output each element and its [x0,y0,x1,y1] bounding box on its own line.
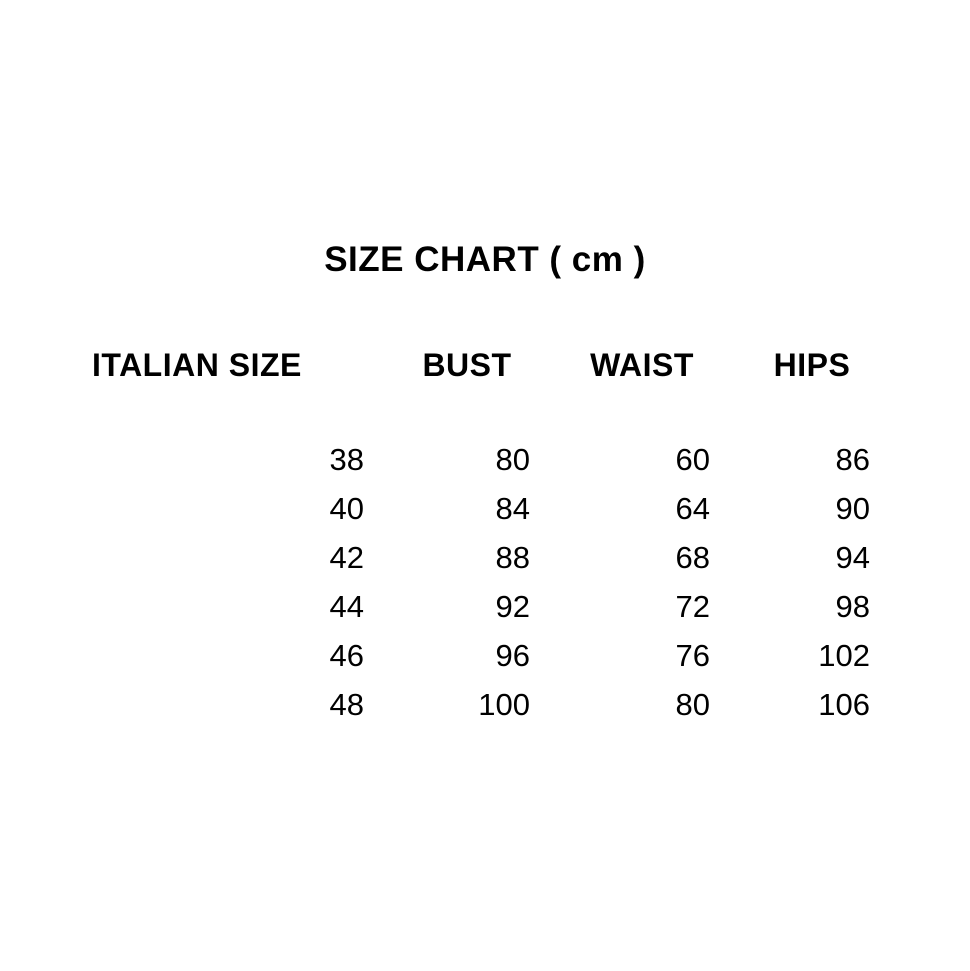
cell-bust: 80 [495,441,530,477]
table-row [72,533,892,582]
cell-hips: 106 [818,686,870,722]
cell-hips: 90 [835,490,870,526]
cell-italian-size: 38 [329,441,364,477]
table-row [72,680,892,729]
cell-bust: 96 [495,637,530,673]
cell-waist: 60 [675,441,710,477]
cell-bust: 84 [495,490,530,526]
table-body [72,397,892,729]
cell-italian-size: 40 [329,490,364,526]
cell-italian-size: 44 [329,588,364,624]
column-header-hips: HIPS [773,346,851,383]
table-spacer-row [72,397,892,435]
column-header-italian-size: ITALIAN SIZE [92,346,302,383]
column-header-waist: WAIST [590,346,694,383]
cell-waist: 72 [675,588,710,624]
cell-waist: 64 [675,490,710,526]
cell-hips: 94 [835,539,870,575]
cell-italian-size: 48 [329,686,364,722]
cell-waist: 80 [675,686,710,722]
cell-bust: 100 [478,686,530,722]
table-header-row [72,333,892,397]
table-row [72,484,892,533]
cell-italian-size: 42 [329,539,364,575]
table-header [72,333,892,397]
cell-hips: 86 [835,441,870,477]
table-row [72,435,892,484]
cell-hips: 98 [835,588,870,624]
page-title: SIZE CHART ( cm ) [324,240,646,279]
cell-waist: 76 [675,637,710,673]
table-row [72,631,892,680]
cell-bust: 92 [495,588,530,624]
cell-italian-size: 46 [329,637,364,673]
column-header-bust: BUST [422,346,512,383]
cell-hips: 102 [818,637,870,673]
table-row [72,582,892,631]
size-chart-table [72,333,892,729]
cell-waist: 68 [675,539,710,575]
cell-bust: 88 [495,539,530,575]
